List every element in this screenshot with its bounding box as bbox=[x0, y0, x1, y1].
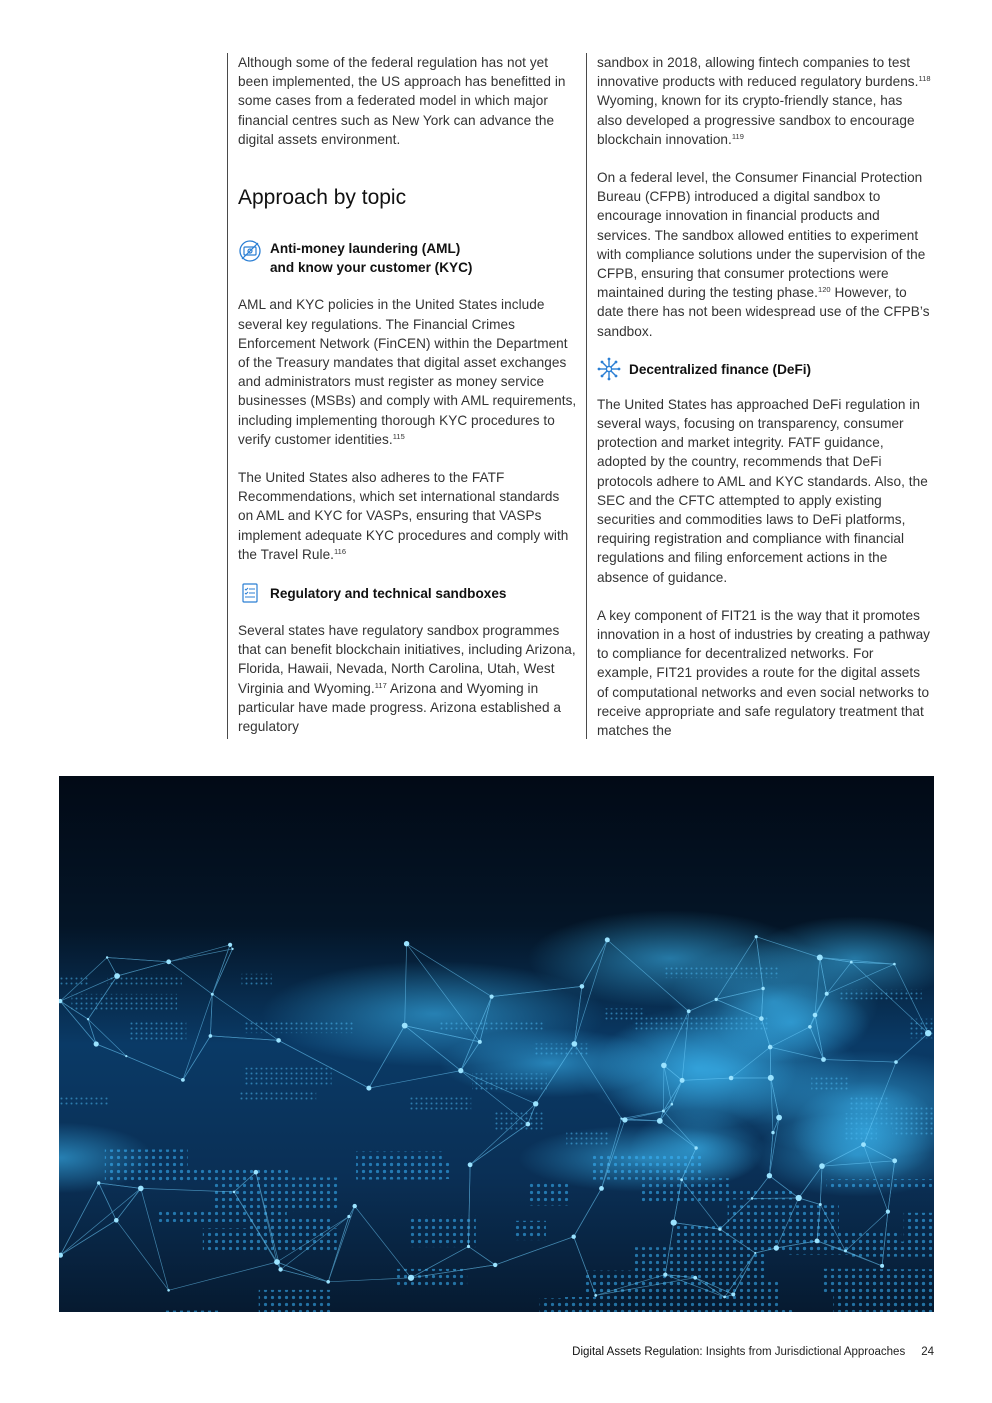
dot-block bbox=[165, 1311, 219, 1312]
network-node bbox=[181, 1078, 185, 1082]
network-node bbox=[114, 973, 120, 979]
checklist-document-icon bbox=[238, 581, 262, 605]
network-node bbox=[468, 1162, 473, 1167]
network-node bbox=[458, 1068, 463, 1073]
dot-block bbox=[240, 1091, 316, 1102]
network-node bbox=[594, 1294, 597, 1297]
network-node bbox=[925, 1030, 931, 1036]
network-node bbox=[861, 1142, 866, 1147]
network-node bbox=[687, 1009, 691, 1013]
network-node bbox=[825, 992, 829, 996]
right-column bbox=[586, 53, 936, 739]
network-node bbox=[278, 1267, 282, 1271]
network-node bbox=[233, 1191, 236, 1194]
network-node bbox=[671, 1220, 677, 1226]
dot-block bbox=[904, 1213, 934, 1249]
network-node bbox=[774, 1245, 779, 1250]
network-node bbox=[680, 1078, 685, 1083]
sandbox-continued-text-1: sandbox in 2018, allowing fintech companies to test innovative products with reduced regulatory burdens. bbox=[597, 55, 919, 90]
network-node bbox=[276, 1038, 281, 1043]
left-column bbox=[227, 53, 582, 739]
network-node bbox=[347, 1215, 350, 1218]
network-node bbox=[97, 1181, 100, 1184]
network-node bbox=[718, 1227, 721, 1230]
dot-block bbox=[827, 1179, 935, 1190]
dot-block bbox=[59, 1097, 109, 1107]
network-node bbox=[209, 1034, 213, 1038]
network-node bbox=[580, 984, 585, 989]
sandbox-title: Regulatory and technical sandboxes bbox=[270, 586, 507, 602]
sandbox-subheading bbox=[238, 581, 582, 605]
dot-block bbox=[874, 1269, 934, 1312]
network-node bbox=[533, 1101, 538, 1106]
dot-block bbox=[245, 1020, 354, 1033]
sandbox-continued-paragraph bbox=[597, 53, 931, 149]
network-node bbox=[526, 1122, 531, 1127]
network-node bbox=[680, 1178, 683, 1181]
footnote-ref: 117 bbox=[374, 680, 387, 690]
dot-block bbox=[822, 1269, 878, 1293]
dot-block bbox=[605, 1008, 644, 1020]
cfpb-paragraph bbox=[597, 168, 931, 341]
network-node bbox=[754, 1252, 756, 1254]
dot-block bbox=[843, 1128, 877, 1140]
cfpb-paragraph-text-2: However, to date there has not been widespread use of the CFPB’s sandbox. bbox=[597, 285, 930, 339]
defi-subheading bbox=[597, 357, 936, 381]
network-node bbox=[776, 1115, 782, 1121]
aml-paragraph-2 bbox=[238, 468, 578, 564]
network-node bbox=[622, 1117, 627, 1122]
footnote-ref: 115 bbox=[392, 431, 405, 441]
dot-block bbox=[662, 1281, 780, 1312]
footnote-ref: 116 bbox=[334, 546, 347, 556]
network-node bbox=[274, 1259, 280, 1265]
page-number: 24 bbox=[921, 1346, 934, 1358]
network-node bbox=[620, 1118, 622, 1120]
footnote-ref: 118 bbox=[918, 74, 931, 84]
network-node bbox=[138, 1186, 144, 1192]
network-node bbox=[167, 1289, 170, 1292]
aml-paragraph-1 bbox=[238, 295, 578, 449]
network-node bbox=[729, 1076, 734, 1081]
dot-block bbox=[533, 1044, 588, 1057]
dot-block bbox=[566, 1132, 609, 1147]
sandbox-continued-text-2: Wyoming, known for its crypto-friendly stance, has also developed a progressive sandbox to encourage blockchain innovation. bbox=[597, 93, 915, 147]
network-node bbox=[821, 1057, 826, 1062]
footer-doc-title: Digital Assets Regulation: bbox=[572, 1346, 703, 1358]
footnote-ref: 119 bbox=[731, 131, 744, 141]
network-node bbox=[408, 1275, 414, 1281]
network-node bbox=[723, 1296, 726, 1299]
network-node bbox=[366, 1086, 371, 1091]
network-node bbox=[886, 1210, 890, 1214]
aml-title bbox=[270, 239, 472, 277]
network-node bbox=[87, 1018, 89, 1020]
dot-block bbox=[214, 1178, 340, 1212]
dot-block bbox=[410, 1095, 471, 1112]
network-node bbox=[850, 961, 853, 964]
anti-money-laundering-icon bbox=[238, 239, 262, 263]
network-node bbox=[894, 1060, 898, 1064]
aml-paragraph-1-text: AML and KYC policies in the United States include several key regulations. The Financial Crimes Enforcement Network (FinCEN) within the Department of the Treasury mandates that digital asset exchanges and administrators must register as money service businesses (MSBs) and comply with AML requirements, including implementing thorough KYC procedures to verify customer identities. bbox=[238, 297, 577, 447]
network-node bbox=[755, 935, 758, 938]
network-node bbox=[663, 1273, 667, 1277]
page-footer bbox=[572, 1346, 934, 1358]
network-node bbox=[231, 948, 233, 950]
network-node bbox=[478, 1040, 482, 1044]
dot-block bbox=[634, 1015, 771, 1030]
dot-block bbox=[243, 1068, 332, 1087]
network-node bbox=[599, 1186, 604, 1191]
network-node bbox=[751, 1197, 754, 1200]
network-node bbox=[731, 1292, 735, 1296]
dot-block bbox=[513, 1221, 546, 1240]
dot-block bbox=[715, 1187, 792, 1199]
network-node bbox=[694, 1146, 697, 1149]
network-node bbox=[114, 1218, 119, 1223]
sandbox-paragraph bbox=[238, 621, 578, 736]
network-link bbox=[663, 1065, 664, 1111]
network-node bbox=[808, 1025, 812, 1029]
network-node bbox=[605, 937, 610, 942]
network-node bbox=[228, 943, 232, 947]
network-node bbox=[402, 1023, 408, 1029]
dot-block bbox=[438, 1020, 542, 1032]
network-node bbox=[892, 1158, 897, 1163]
network-node bbox=[880, 1264, 884, 1268]
network-node bbox=[490, 995, 494, 999]
network-node bbox=[768, 1075, 774, 1081]
dot-block bbox=[356, 1152, 442, 1180]
network-node bbox=[819, 1203, 822, 1206]
dot-block bbox=[242, 974, 272, 987]
network-node bbox=[404, 941, 409, 946]
defi-title: Decentralized finance (DeFi) bbox=[629, 361, 812, 377]
network-node bbox=[759, 1016, 764, 1021]
network-node bbox=[768, 1045, 773, 1050]
section-heading: Approach by topic bbox=[238, 186, 407, 210]
network-node bbox=[761, 987, 764, 990]
network-hub-icon bbox=[597, 357, 621, 381]
cfpb-paragraph-text-1: On a federal level, the Consumer Financial Protection Bureau (CFPB) introduced a digital sandbox to encourage innovation in financial products and services. The sandbox allowed entities to experiment with compliance solutions under the supervision of the CFPB, ensuring that consumer protections were maintained during the testing phase. bbox=[597, 170, 926, 301]
intro-paragraph: Although some of the federal regulation has not yet been implemented, the US approach has benefitted in some cases from a federated model in which major financial centres such as New York can advance the digital assets environment. bbox=[238, 55, 566, 147]
dot-block bbox=[527, 1182, 572, 1205]
network-node bbox=[817, 955, 823, 961]
network-node bbox=[493, 1263, 497, 1267]
network-node bbox=[657, 1118, 663, 1124]
network-node bbox=[211, 993, 214, 996]
dot-block bbox=[811, 1077, 850, 1092]
dot-block bbox=[496, 1110, 544, 1133]
network-node bbox=[893, 963, 896, 966]
network-node bbox=[813, 1013, 818, 1018]
network-node bbox=[94, 1041, 99, 1046]
network-node bbox=[254, 1170, 259, 1175]
defi-paragraph-2: A key component of FIT21 is the way that it promotes innovation in a host of industries by creating a pathway to compliance for decentralized networks. For example, FIT21 provides a route for the digital assets of computational networks and even social networks to receive appropriate and safe regulatory treatment that matches the bbox=[597, 607, 931, 739]
sandbox-paragraph-text-1: Several states have regulatory sandbox programmes that can benefit blockchain initiatives, including Arizona, Florida, Hawaii, Nevada, North Carolina, Utah, West Virginia and Wyoming. bbox=[238, 623, 576, 696]
dot-block bbox=[71, 994, 177, 1010]
aml-subheading bbox=[238, 239, 582, 277]
network-node bbox=[671, 1103, 674, 1106]
network-node bbox=[326, 1280, 330, 1284]
network-node bbox=[819, 1163, 825, 1169]
network-node bbox=[661, 1063, 667, 1069]
network-node bbox=[796, 1195, 802, 1201]
network-node bbox=[767, 1173, 772, 1178]
network-node bbox=[572, 1041, 578, 1047]
network-node bbox=[715, 998, 718, 1001]
network-node bbox=[693, 1276, 697, 1280]
defi-paragraph-1: The United States has approached DeFi regulation in several ways, focusing on transparency, consumer protection and market integrity. FATF guidance, adopted by the country, recommends that DeFi protocols adhere to AML and KYC standards. Also, the SEC and the CFTC attempted to apply existing securities and commodities laws to DeFi platforms, requiring registration and compliance with financial regulations and filing enforcement actions in the absence of guidance. bbox=[597, 396, 928, 585]
footer-doc-subtitle: Insights from Jurisdictional Approaches bbox=[702, 1346, 906, 1358]
network-node bbox=[125, 1055, 127, 1057]
sandbox-paragraph-text-2: Arizona and Wyoming in particular have made progress. Arizona established a regulatory bbox=[238, 680, 561, 735]
dot-block bbox=[728, 1205, 839, 1243]
dot-block bbox=[105, 1150, 188, 1183]
network-node bbox=[106, 956, 108, 958]
dot-block bbox=[59, 975, 89, 985]
aml-paragraph-2-text: The United States also adheres to the FATF Recommendations, which set international standards on AML and KYC for VASPs, ensuring that VASPs implement adequate KYC procedures and comply with the Travel Rule. bbox=[238, 470, 569, 562]
network-node bbox=[815, 1239, 820, 1244]
network-illustration bbox=[59, 776, 934, 1312]
dot-block bbox=[409, 1215, 476, 1247]
network-node bbox=[844, 1249, 847, 1252]
network-node bbox=[771, 1131, 774, 1134]
network-node bbox=[166, 959, 171, 964]
aml-title-line2: and know your customer (KYC) bbox=[270, 260, 473, 276]
network-node bbox=[662, 1110, 665, 1113]
network-node bbox=[572, 1235, 576, 1239]
network-node bbox=[353, 1204, 357, 1208]
dot-block bbox=[892, 1106, 934, 1134]
dot-block bbox=[130, 1022, 186, 1040]
network-hero-image bbox=[59, 776, 934, 1312]
aml-title-line1: Anti-money laundering (AML) bbox=[270, 241, 461, 257]
network-node bbox=[467, 1245, 470, 1248]
footnote-ref: 120 bbox=[817, 285, 831, 295]
dot-block bbox=[540, 1298, 658, 1312]
dot-block bbox=[259, 1290, 333, 1312]
